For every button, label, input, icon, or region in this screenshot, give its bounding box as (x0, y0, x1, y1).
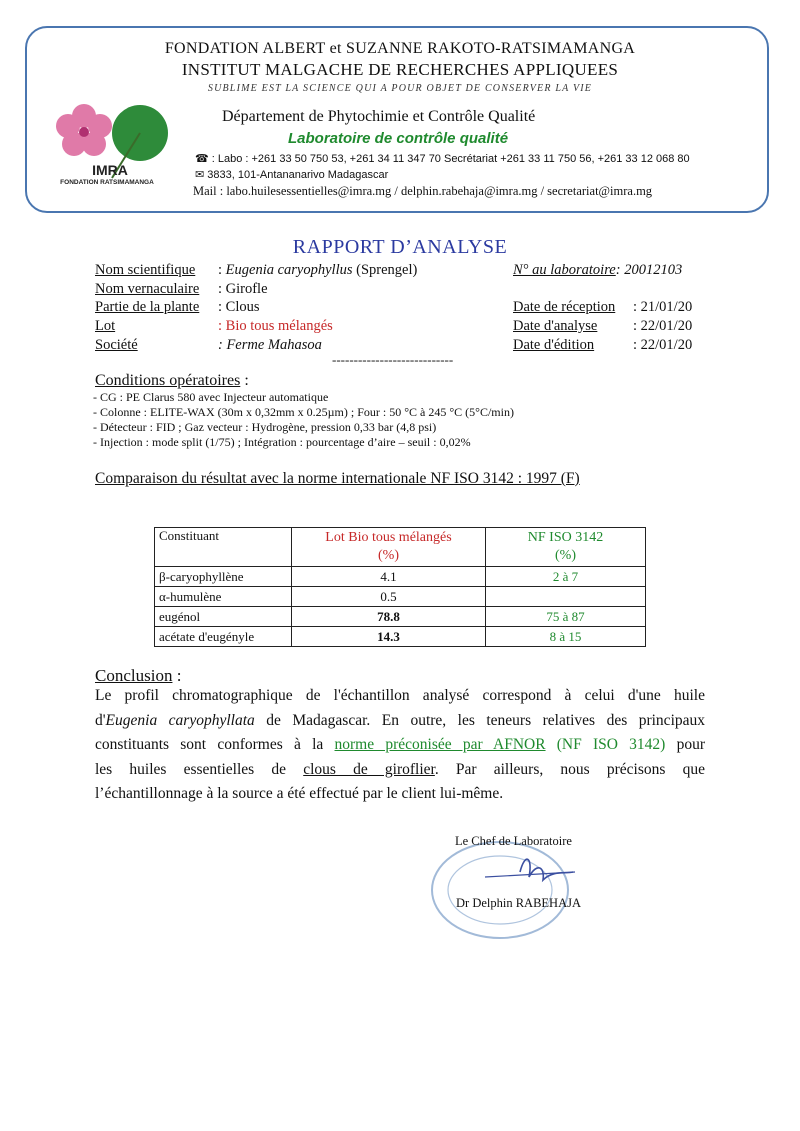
clove-link: clous de giroflier (303, 760, 435, 778)
conclusion-line-rest: de Madagascar. En outre, les teneurs relatives des principaux (254, 711, 706, 729)
header-norm-name: NF ISO 3142 (527, 530, 604, 545)
constituent-value: 78.8 (292, 607, 486, 627)
conclusion-title: Conclusion : (95, 666, 182, 685)
lot-label: Lot (95, 318, 116, 334)
vern-name-label: Nom vernaculaire (95, 281, 200, 297)
institute-name: INSTITUT MALGACHE DE RECHERCHES APPLIQUEES (181, 60, 619, 79)
constituent-norm: 8 à 15 (486, 627, 646, 647)
conclusion-line: Le profil chromatographique de l'échantillon analysé correspond à celui d'une huile (95, 687, 705, 704)
comparison-title: Comparaison du résultat avec la norme internationale NF ISO 3142 : 1997 (F) (95, 470, 580, 487)
header-constituent: Constituant (155, 528, 292, 567)
header-lot-unit: (%) (378, 548, 399, 563)
constituent-norm: 75 à 87 (486, 607, 646, 627)
constituent-value: 4.1 (292, 567, 486, 587)
plant-part-value: : Clous (218, 299, 260, 315)
table-row (155, 567, 646, 587)
logo-subtitle: FONDATION RATSIMAMANGA (60, 179, 154, 186)
conclusion-title-text: Conclusion (95, 666, 173, 685)
reception-date-label: Date de réception (513, 299, 616, 315)
condition-line: - Détecteur : FID ; Gaz vecteur : Hydrogène, pression 0,33 bar (4,8 psi) (93, 420, 437, 434)
table-header-row (155, 528, 646, 567)
department-name: Département de Phytochimie et Contrôle Qualité (222, 108, 536, 125)
species-name: Eugenia caryophyllata (105, 711, 255, 729)
iso-norm-ref: (NF ISO 3142) (545, 736, 666, 753)
header-lot-name: Lot Bio tous mélangés (325, 530, 452, 545)
conditions-title-text: Conditions opératoires (95, 372, 241, 389)
signature-name: Dr Delphin RABEHAJA (456, 896, 581, 910)
mail-line: Mail : labo.huilesessentielles@imra.mg / delphin.rabehaja@imra.mg / secretariat@imra.mg (193, 184, 653, 198)
analysis-date-value: : 22/01/20 (633, 318, 693, 334)
results-table (154, 527, 646, 647)
lab-number-row (513, 262, 682, 279)
constituent-norm: 2 à 7 (486, 567, 646, 587)
separator-line: ---------------------------- (332, 352, 454, 367)
conclusion-line-rest: . Par ailleurs, nous précisons que (434, 760, 705, 778)
conclusion-line (95, 758, 705, 783)
conclusion-line (95, 733, 705, 758)
afnor-norm-link[interactable]: norme préconisée par AFNOR (334, 736, 546, 753)
table-row (155, 627, 646, 647)
constituent-value: 14.3 (292, 627, 486, 647)
institute-motto: SUBLIME EST LA SCIENCE QUI A POUR OBJET DE CONSERVER LA VIE (207, 83, 593, 94)
conclusion-paragraph (95, 684, 705, 807)
conditions-title: Conditions opératoires : (95, 372, 249, 389)
phone-line: ☎ : Labo : +261 33 50 750 53, +261 34 11 347 70 Secrétariat +261 33 11 750 56, +261 33 12 068 80 (195, 153, 690, 165)
condition-line: - Injection : mode split (1/75) ; Intégration : pourcentage d’aire – seuil : 0,02% (93, 435, 471, 449)
conclusion-line: l’échantillonnage à la source a été effectué par le client lui-même. (95, 785, 504, 802)
table-row (155, 587, 646, 607)
conclusion-line (95, 709, 705, 734)
header-norm-unit: (%) (555, 548, 576, 563)
header-norm (486, 528, 646, 567)
edition-date-value: : 22/01/20 (633, 337, 693, 353)
signature-title: Le Chef de Laboratoire (455, 834, 572, 848)
analysis-date-label: Date d'analyse (513, 318, 598, 334)
lab-number-value: : 20012103 (615, 262, 683, 278)
constituent-name: eugénol (155, 607, 292, 627)
sci-name-label: Nom scientifique (95, 262, 196, 278)
reception-date-value: : 21/01/20 (633, 299, 693, 315)
vern-name-value: : Girofle (218, 281, 268, 297)
sci-name-italic: Eugenia caryophyllus (225, 262, 353, 278)
constituent-norm (486, 587, 646, 607)
sci-name-row (95, 262, 195, 279)
lab-number-label: N° au laboratoire (513, 262, 616, 278)
logo-text: IMRA (92, 162, 128, 178)
constituent-value: 0.5 (292, 587, 486, 607)
table-row (155, 607, 646, 627)
foundation-name: FONDATION ALBERT et SUZANNE RAKOTO-RATSIMAMANGA (164, 40, 636, 57)
report-title: RAPPORT D’ANALYSE (292, 236, 508, 258)
header-lot (292, 528, 486, 567)
constituent-name: acétate d'eugényle (155, 627, 292, 647)
conclusion-line-rest: pour (665, 736, 705, 753)
conclusion-line-prefix: les huiles essentielles de (95, 760, 304, 778)
edition-date-label: Date d'édition (513, 337, 595, 353)
conclusion-line-prefix: constituants sont conformes à la (95, 736, 335, 753)
constituent-name: β-caryophyllène (155, 567, 292, 587)
constituent-name: α-humulène (155, 587, 292, 607)
company-label: Société (95, 337, 138, 353)
sci-name-rest: (Sprengel) (352, 262, 418, 278)
address-line: ✉ 3833, 101-Antananarivo Madagascar (195, 169, 389, 181)
sci-name-value: : Eugenia caryophyllus (Sprengel) (218, 262, 418, 278)
condition-line: - CG : PE Clarus 580 avec Injecteur automatique (93, 390, 329, 404)
lab-name: Laboratoire de contrôle qualité (288, 130, 509, 147)
conclusion-line-prefix: d' (95, 711, 106, 729)
condition-line: - Colonne : ELITE-WAX (30m x 0,32mm x 0.25µm) ; Four : 50 °C à 245 °C (5°C/min) (93, 405, 514, 419)
lot-value: : Bio tous mélangés (218, 318, 333, 334)
plant-part-label: Partie de la plante (95, 299, 200, 315)
company-value: : Ferme Mahasoa (218, 337, 322, 353)
